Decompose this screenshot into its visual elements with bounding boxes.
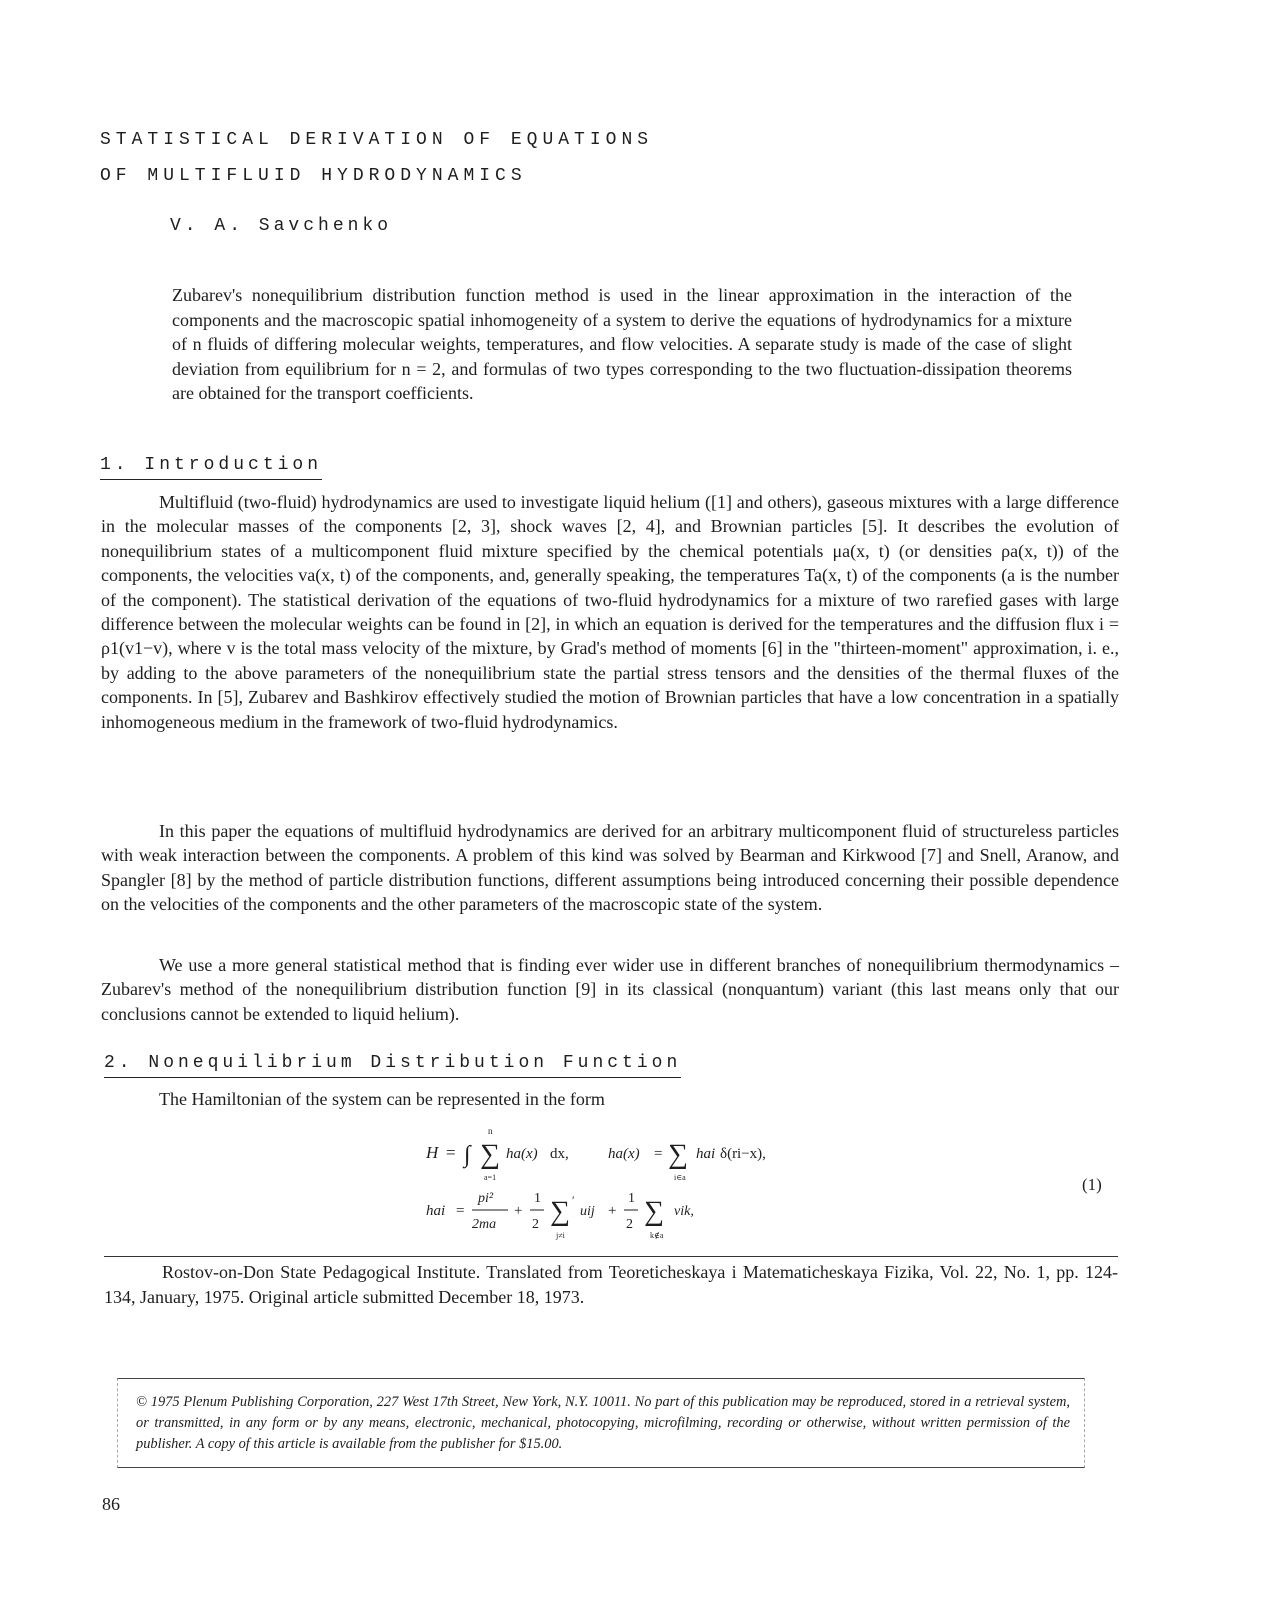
svg-text:′: ′ (572, 1193, 575, 1207)
title-line-1: STATISTICAL DERIVATION OF EQUATIONS (100, 130, 654, 150)
eq-ha-x-2: ha(x) (608, 1146, 640, 1162)
eq-2m: 2ma (472, 1217, 497, 1232)
footnote-divider (104, 1256, 1118, 1257)
author: V. A. Savchenko (170, 216, 393, 236)
section-heading-introduction: 1. Introduction (100, 455, 322, 480)
copyright-box (117, 1378, 1085, 1468)
intro-paragraph-1: Multifluid (two-fluid) hydrodynamics are used to investigate liquid helium ([1] and others), gaseous mixtures with a large difference in the molecular masses of the components [2, 3], shock waves [2, 4], and Brownian particles [5]. It describes the evolution of nonequilibrium states of a multicomponent fluid mixture specified by the chemical potentials μa(x, t) (or densities ρa(x, t)) of the components, the velocities va(x, t) of the components, and, generally speaking, the temperatures Ta(x, t) of the components (a is the number of the component). The statistical derivation of the equations of two-fluid hydrodynamics for a mixture of two rarefied gases with large difference between the molecular weights can be found in [2], in which an equation is derived for the temperatures and the diffusion flux i = ρ1(v1−v), where v is the total mass velocity of the mixture, by Grad's method of moments [6] in the "thirteen-moment" approximation, i. e., by adding to the above parameters of the nonequilibrium state the partial stress tensors and the densities of the thermal fluxes of the components. In [5], Zubarev and Bashkirov effectively studied the motion of Brownian particles that have a low concentration in a spatially inhomogeneous medium in the framework of two-fluid hydrodynamics. (101, 492, 1119, 732)
title-line-2: OF MULTIFLUID HYDRODYNAMICS (100, 166, 527, 186)
eq-half-den-2: 2 (626, 1217, 633, 1232)
footnote: Rostov-on-Don State Pedagogical Institute. Translated from Teoreticheskaya i Matematicheskaya Fizika, Vol. 22, No. 1, pp. 124-134, January, 1975. Original article submitted December 18, 1973. (104, 1262, 1118, 1307)
svg-text:=: = (654, 1146, 663, 1162)
intro-paragraph-2: In this paper the equations of multifluid hydrodynamics are derived for an arbitrary multicomponent fluid of structureless particles with weak interaction between the components. A problem of this kind was solved by Bearman and Kirkwood [7] and Snell, Aranow, and Spangler [8] by the method of particle distribution functions, different assumptions being introduced concerning their possible dependence on the velocities of the components and the other parameters of the macroscopic state of the system. (101, 821, 1119, 915)
page-number: 86 (102, 1494, 120, 1514)
eq-p2: pi² (478, 1191, 494, 1206)
equation-number: (1) (1082, 1175, 1102, 1194)
eq-delta: δ(ri−x), (720, 1146, 766, 1162)
eq-v: vik, (674, 1204, 694, 1219)
eq-sum-lower-1: a=1 (484, 1173, 497, 1182)
abstract: Zubarev's nonequilibrium distribution function method is used in the linear approximation in the interaction of the components and the macroscopic spatial inhomogeneity of a system to derive the equations of hydrodynamics for a mixture of n fluids of differing molecular weights, temperatures, and flow velocities. A separate study is made of the case of slight deviation from equilibrium for n = 2, and formulas of two types corresponding to the two fluctuation-dissipation theorems are obtained for the transport coefficients. (172, 285, 1072, 403)
svg-text:=: = (456, 1203, 465, 1219)
section2-paragraph-1: The Hamiltonian of the system can be represented in the form (159, 1089, 605, 1109)
sum-icon: ∑ (668, 1139, 688, 1170)
sum-icon: ∑ (550, 1196, 570, 1227)
eq-integral: ∫ (464, 1142, 471, 1168)
sum-icon: ∑ (644, 1196, 664, 1227)
eq-hai-2: hai (426, 1203, 446, 1219)
eq-ha-x: ha(x) (506, 1146, 538, 1162)
eq-u: uij (580, 1204, 595, 1219)
eq-sum-lower-4: k∉a (650, 1231, 664, 1240)
eq-sum-lower-2: i∈a (674, 1173, 686, 1182)
sum-icon: ∑ (480, 1139, 500, 1170)
svg-text:+: + (514, 1203, 523, 1219)
eq-H: H (426, 1143, 439, 1162)
svg-text:+: + (608, 1203, 617, 1219)
eq-dx: dx, (550, 1146, 569, 1162)
svg-text:=: = (446, 1143, 456, 1162)
eq-hai: hai (696, 1146, 716, 1162)
intro-paragraph-3: We use a more general statistical method that is finding ever wider use in different branches of nonequilibrium thermodynamics – Zubarev's method of the nonequilibrium distribution function [9] in its classical (nonquantum) variant (this last means only that our conclusions cannot be extended to liquid helium). (101, 955, 1119, 1024)
eq-sum-lower-3: j≠i (556, 1231, 565, 1240)
eq-half-num-2: 1 (628, 1191, 635, 1206)
eq-sum-upper: n (488, 1126, 493, 1136)
eq-half-den: 2 (532, 1217, 539, 1232)
eq-half-num: 1 (534, 1191, 541, 1206)
section-heading-distribution-function: 2. Nonequilibrium Distribution Function (104, 1053, 681, 1078)
hamiltonian-equation (400, 1120, 900, 1250)
copyright-notice: © 1975 Plenum Publishing Corporation, 227 West 17th Street, New York, N.Y. 10011. No part of this publication may be reproduced, stored in a retrieval system, or transmitted, in any form or by any means, electronic, mechanical, photocopying, microfilming, recording or otherwise, without written permission of the publisher. A copy of this article is available from the publisher for $15.00. (136, 1394, 1070, 1452)
